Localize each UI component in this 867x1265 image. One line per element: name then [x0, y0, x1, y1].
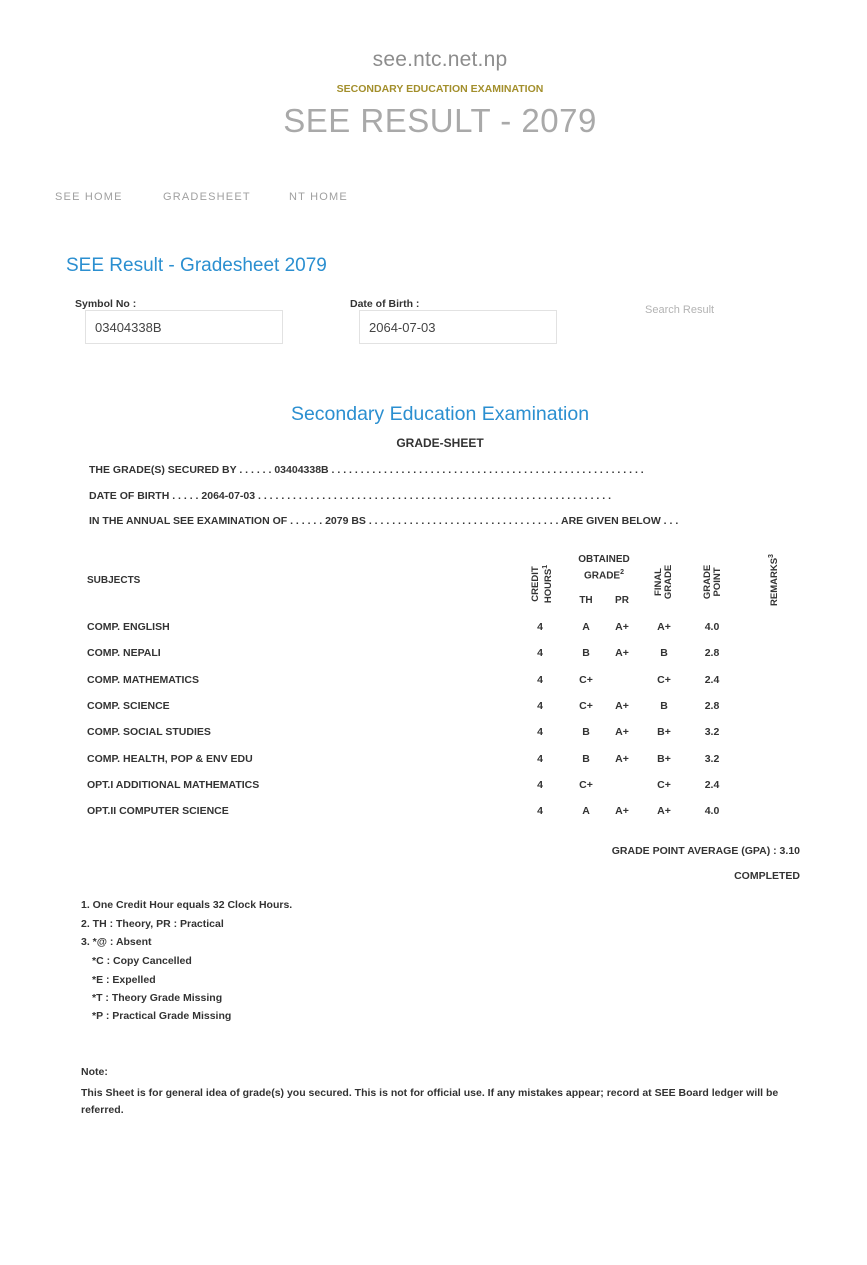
th-grade-cell: C+	[579, 673, 593, 686]
final-grade-cell: A+	[657, 805, 671, 818]
table-row	[0, 674, 867, 688]
table-row	[0, 700, 867, 714]
grade-point-cell: 2.8	[704, 647, 720, 660]
pr-grade-cell: A+	[615, 805, 629, 818]
secured-by-line: THE GRADE(S) SECURED BY . . . . . . 03404338B . . . . . . . . . . . . . . . . . . . . . . . . . . . . . . . . . . . . . . . . . . . . . . . . . . . . . .	[89, 464, 644, 476]
col-grade-point	[703, 557, 723, 607]
final-grade-cell: A+	[657, 621, 671, 633]
exam-kicker: SECONDARY EDUCATION EXAMINATION	[336, 83, 544, 95]
result-heading: SEE Result - Gradesheet 2079	[66, 255, 327, 276]
page-title: SEE RESULT - 2079	[283, 102, 597, 139]
credit-cell: 4	[537, 752, 543, 765]
col-obtained-grade	[570, 553, 638, 582]
dob-label: Date of Birth :	[350, 298, 420, 310]
table-row	[0, 621, 867, 635]
subject-cell: COMP. SOCIAL STUDIES	[87, 726, 211, 739]
grade-point-cell: 2.4	[704, 673, 720, 686]
grade-point-cell: 2.8	[704, 699, 720, 712]
top-nav	[55, 191, 348, 203]
note-text: This Sheet is for general idea of grade(s) you secured. This is not for official use. If any mistakes appear; record at SEE Board ledger will be referred.	[81, 1087, 779, 1116]
table-row	[0, 805, 867, 819]
gp-grade-label: GRADE	[702, 564, 713, 600]
status-text: COMPLETED	[734, 870, 800, 882]
note-heading: Note:	[81, 1066, 108, 1078]
obtained-label: OBTAINED	[578, 554, 630, 565]
footnote-practical-missing: *P : Practical Grade Missing	[92, 1010, 232, 1022]
table-row	[0, 647, 867, 661]
th-grade-cell: C+	[579, 699, 593, 712]
final-grade-cell: B+	[657, 752, 671, 765]
final-grade-label: GRADE	[663, 564, 674, 600]
nav-nt-home[interactable]: NT HOME	[289, 191, 348, 203]
final-grade-cell: C+	[657, 778, 671, 791]
pr-grade-cell: A+	[615, 699, 629, 712]
grade-point-cell: 2.4	[704, 778, 720, 791]
final-grade-cell: C+	[657, 673, 671, 686]
gpa-text: GRADE POINT AVERAGE (GPA) : 3.10	[611, 845, 800, 857]
col-remarks: REMARKS$^3$	[768, 554, 781, 606]
col-th: TH	[579, 595, 593, 606]
col-pr: PR	[615, 595, 629, 606]
pr-grade-cell: A+	[615, 647, 629, 660]
credit-cell: 4	[537, 805, 543, 818]
final-grade-cell: B	[660, 647, 668, 660]
dob-input[interactable]	[359, 310, 557, 344]
th-grade-cell: B	[582, 647, 590, 660]
th-grade-cell: A	[582, 621, 590, 633]
credit-cell: 4	[537, 778, 543, 791]
subject-cell: OPT.I ADDITIONAL MATHEMATICS	[87, 778, 260, 791]
col-subjects: SUBJECTS	[87, 575, 141, 586]
footnote-copy-cancelled: *C : Copy Cancelled	[92, 955, 192, 967]
gradesheet-subtitle: GRADE-SHEET	[396, 436, 484, 450]
pr-grade-cell: A+	[615, 752, 629, 765]
subject-cell: OPT.II COMPUTER SCIENCE	[87, 805, 229, 818]
subject-cell: COMP. NEPALI	[87, 647, 161, 660]
th-grade-cell: C+	[579, 778, 593, 791]
col-final-grade	[654, 557, 674, 607]
footnote-3: 3. *@ : Absent	[81, 936, 152, 948]
grade-point-cell: 4.0	[704, 805, 720, 818]
footnote-expelled: *E : Expelled	[92, 974, 156, 986]
hours-label: HOURS$^1$	[542, 564, 555, 604]
pr-grade-cell: A+	[615, 726, 629, 739]
final-label: FINAL	[653, 568, 664, 596]
credit-cell: 4	[537, 621, 543, 633]
credit-label: CREDIT	[530, 566, 541, 602]
final-grade-cell: B+	[657, 726, 671, 739]
credit-cell: 4	[537, 673, 543, 686]
dob-line: DATE OF BIRTH . . . . . 2064-07-03 . . . . . . . . . . . . . . . . . . . . . . . . . . . . . . . . . . . . . . . . . . . . . . . . . . . . . . . . . . . . .	[89, 490, 612, 502]
gp-point-label: POINT	[712, 567, 723, 597]
subject-cell: COMP. MATHEMATICS	[87, 673, 199, 686]
col-credit-hours	[530, 559, 555, 609]
grade-point-cell: 3.2	[704, 726, 720, 739]
exam-line: IN THE ANNUAL SEE EXAMINATION OF . . . . . . 2079 BS . . . . . . . . . . . . . . . . . . . . . . . . . . . . . . . . . ARE GIVEN BELOW . . .	[89, 515, 679, 527]
symbol-input[interactable]	[85, 310, 283, 344]
footnote-1: 1. One Credit Hour equals 32 Clock Hours.	[81, 899, 293, 911]
pr-grade-cell: A+	[615, 621, 629, 633]
credit-cell: 4	[537, 699, 543, 712]
gradesheet-title: Secondary Education Examination	[290, 403, 590, 425]
nav-gradesheet[interactable]: GRADESHEET	[163, 191, 251, 203]
site-domain: see.ntc.net.np	[372, 48, 508, 71]
grade-point-cell: 3.2	[704, 752, 720, 765]
th-grade-cell: A	[582, 805, 590, 818]
credit-cell: 4	[537, 726, 543, 739]
search-result-button[interactable]: Search Result	[645, 304, 715, 316]
th-grade-cell: B	[582, 726, 590, 739]
nav-see-home[interactable]: SEE HOME	[55, 191, 123, 203]
th-grade-cell: B	[582, 752, 590, 765]
grade-point-cell: 4.0	[704, 621, 720, 633]
symbol-label: Symbol No :	[75, 298, 137, 310]
subject-cell: COMP. HEALTH, POP & ENV EDU	[87, 752, 253, 765]
table-row	[0, 753, 867, 767]
credit-cell: 4	[537, 647, 543, 660]
table-row	[0, 779, 867, 793]
subject-cell: COMP. SCIENCE	[87, 699, 170, 712]
final-grade-cell: B	[660, 699, 668, 712]
grade-label: GRADE$^2$	[583, 569, 625, 582]
subject-cell: COMP. ENGLISH	[87, 621, 170, 633]
footnote-2: 2. TH : Theory, PR : Practical	[81, 918, 224, 930]
footnote-theory-missing: *T : Theory Grade Missing	[92, 992, 223, 1004]
table-row	[0, 726, 867, 740]
